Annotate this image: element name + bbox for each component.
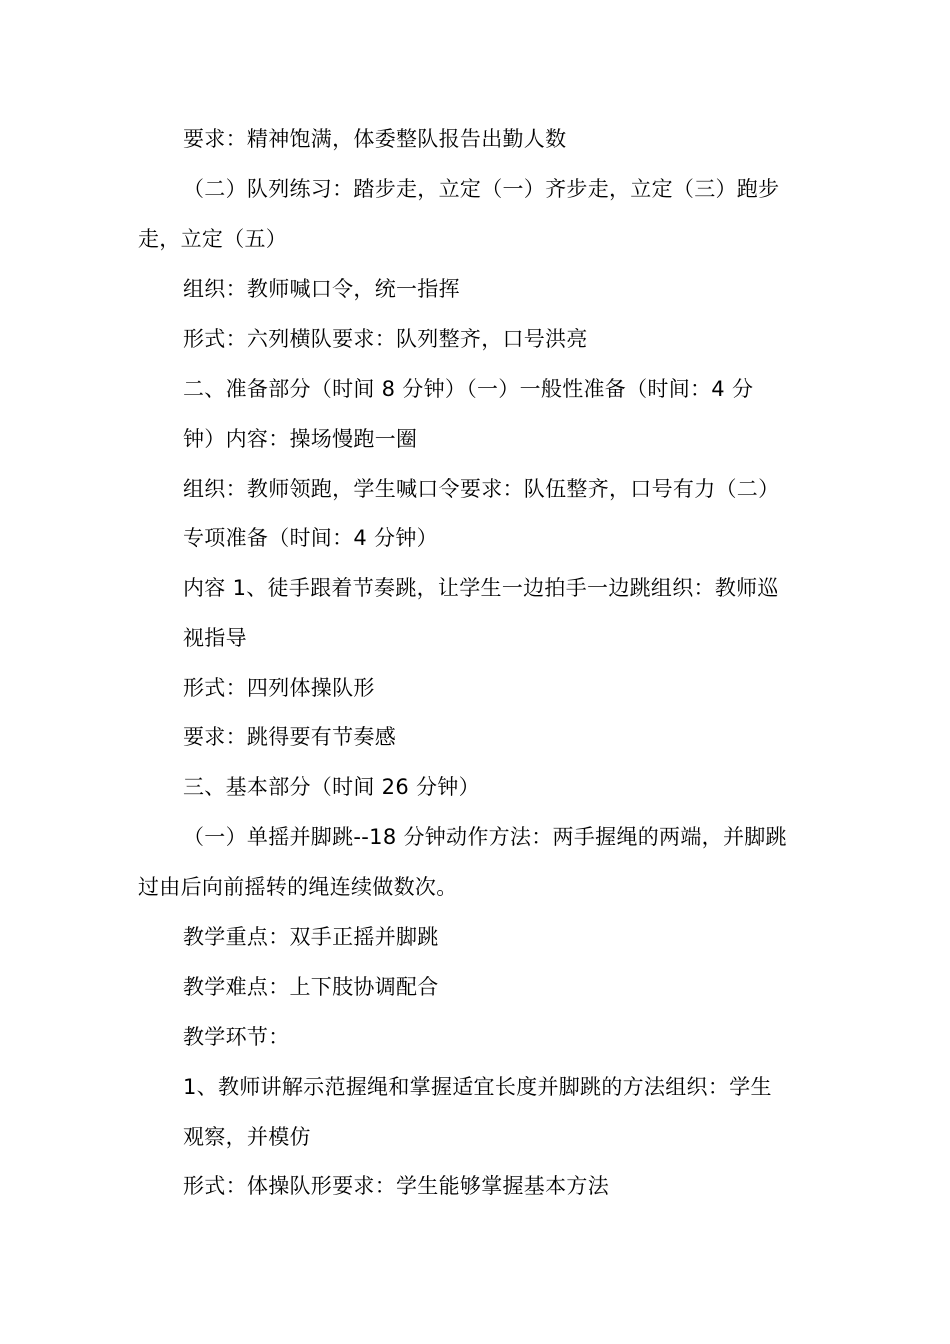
text-line: 形式：四列体操队形 [183, 676, 375, 700]
text-line: 要求：跳得要有节奏感 [183, 725, 396, 749]
text-line: 组织：教师喊口令，统一指挥 [183, 277, 460, 301]
text-line: 教学重点：双手正摇并脚跳 [183, 925, 439, 949]
text-line: 二、准备部分（时间 8 分钟）（一）一般性准备（时间：4 分 [183, 377, 754, 401]
text-line: 教学环节： [183, 1025, 290, 1049]
text-line: 视指导 [183, 626, 247, 650]
text-line: 形式：六列横队要求：队列整齐，口号洪亮 [183, 327, 588, 351]
text-line: 过由后向前摇转的绳连续做数次。 [138, 875, 458, 899]
text-line: 要求：精神饱满，体委整队报告出勤人数 [183, 127, 567, 151]
text-line: 教学难点：上下肢协调配合 [183, 975, 439, 999]
text-line: （二）队列练习：踏步走，立定（一）齐步走，立定（三）跑步 [183, 177, 780, 201]
text-line: 1、教师讲解示范握绳和掌握适宜长度并脚跳的方法组织：学生 [183, 1075, 772, 1099]
text-line: 形式：体操队形要求：学生能够掌握基本方法 [183, 1174, 609, 1198]
text-line: 观察，并模仿 [183, 1125, 311, 1149]
text-line: 内容 1、徒手跟着节奏跳，让学生一边拍手一边跳组织：教师巡 [183, 576, 779, 600]
text-line: 三、基本部分（时间 26 分钟） [183, 775, 480, 799]
text-line: 专项准备（时间：4 分钟） [183, 526, 438, 550]
text-line: 走，立定（五） [138, 227, 288, 251]
text-line: 钟）内容：操场慢跑一圈 [183, 427, 418, 451]
text-line: 组织：教师领跑，学生喊口令要求：队伍整齐，口号有力（二） [183, 477, 780, 501]
text-line: （一）单摇并脚跳--18 分钟动作方法：两手握绳的两端，并脚跳 [183, 825, 787, 849]
